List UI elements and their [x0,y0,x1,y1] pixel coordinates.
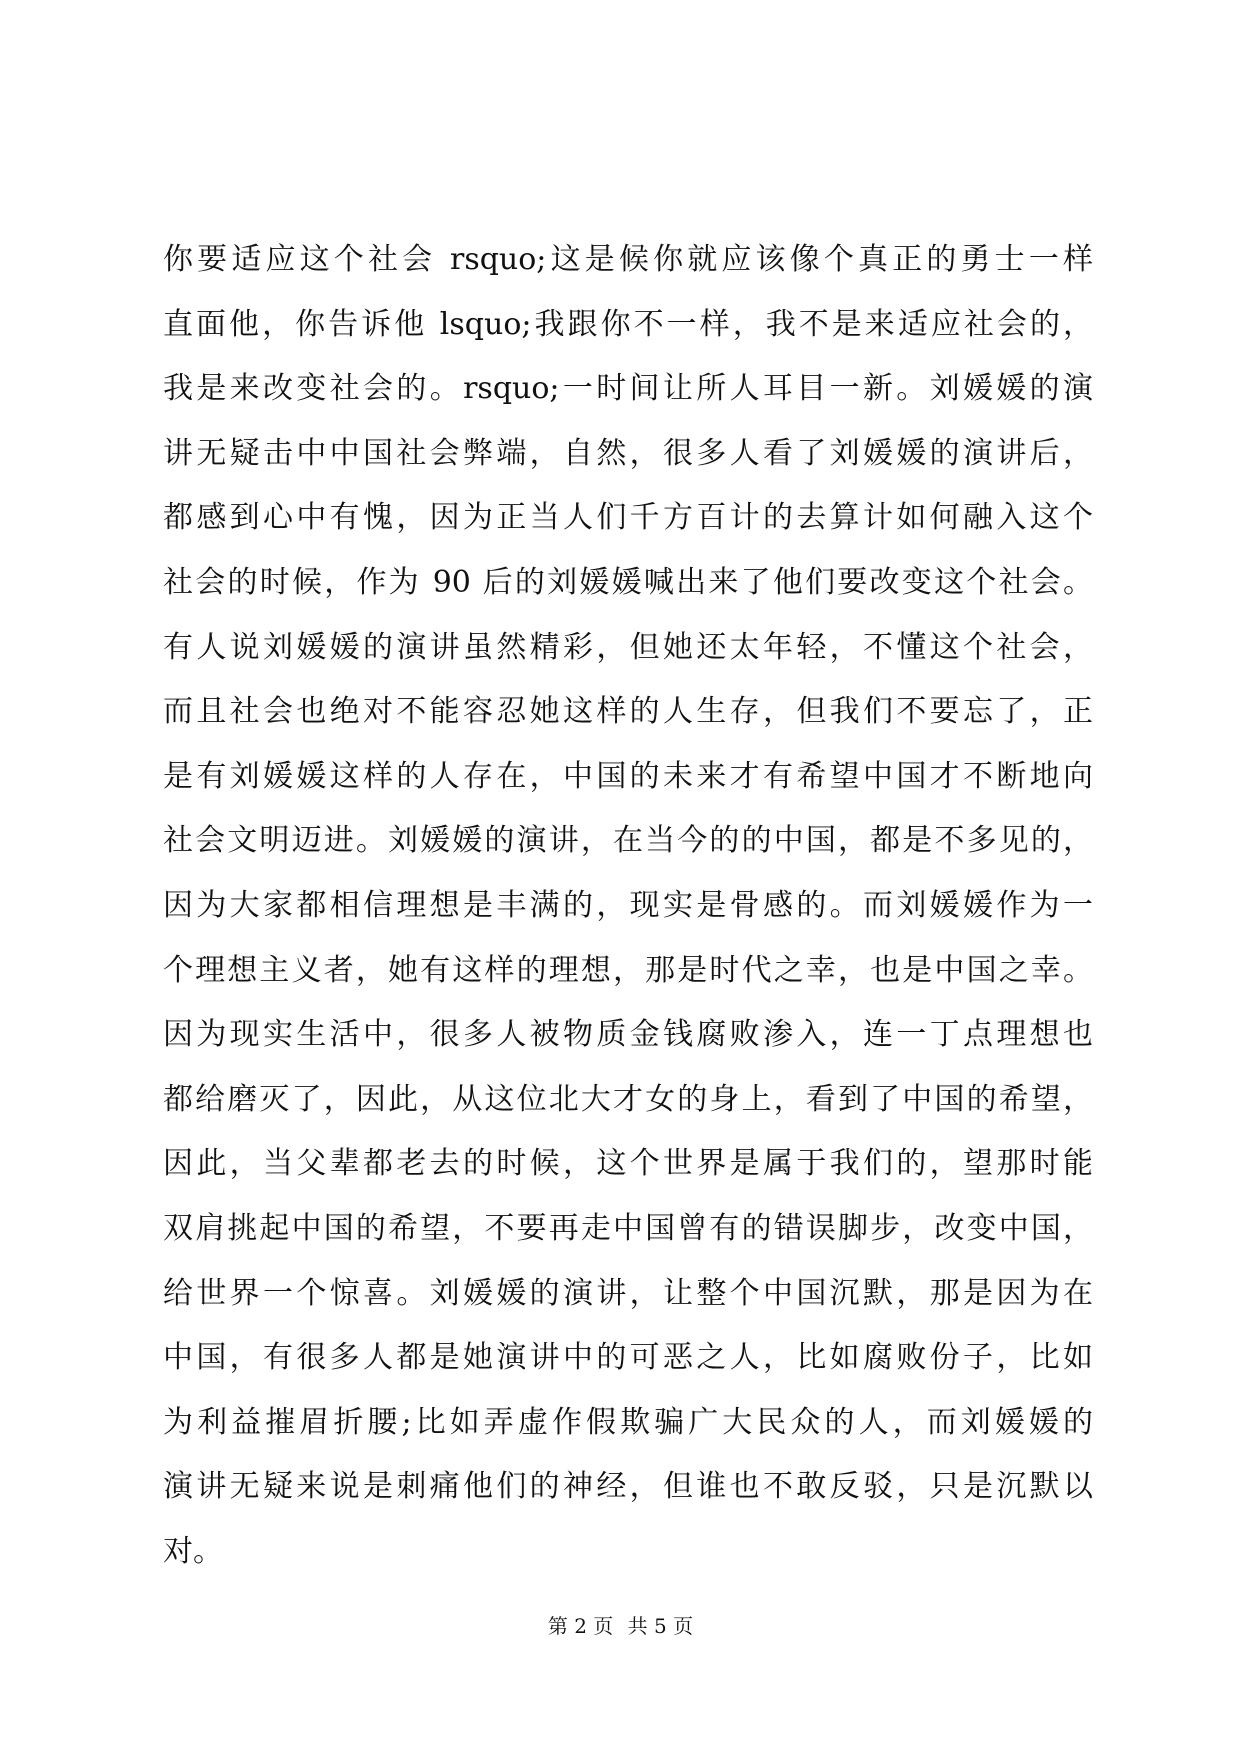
page-total: 共 5 页 [627,1614,694,1638]
text-line: 为利益摧眉折腰;比如弄虚作假欺骗广大民众的人，而刘媛媛的 [163,1404,1093,1440]
text-line: 因为大家都相信理想是丰满的，现实是骨感的。而刘媛媛作为一 [163,887,1093,923]
text-line: 我是来改变社会的。rsquo;一时间让所人耳目一新。刘媛媛的演 [163,371,1093,407]
text-line: 讲无疑击中中国社会弊端，自然，很多人看了刘媛媛的演讲后， [163,435,1093,471]
text-line: 直面他，你告诉他 lsquo;我跟你不一样，我不是来适应社会的， [163,306,1093,342]
text-line: 社会文明迈进。刘媛媛的演讲，在当今的的中国，都是不多见的， [163,823,1093,859]
text-line: 演讲无疑来说是刺痛他们的神经，但谁也不敢反驳，只是沉默以 [163,1469,1093,1505]
body-text [163,228,1093,1584]
text-line: 是有刘媛媛这样的人存在，中国的未来才有希望中国才不断地向 [163,758,1093,794]
text-line: 双肩挑起中国的希望，不要再走中国曾有的错误脚步，改变中国， [163,1210,1093,1246]
text-line: 因此，当父辈都老去的时候，这个世界是属于我们的，望那时能 [163,1146,1093,1182]
text-line: 有人说刘媛媛的演讲虽然精彩，但她还太年轻，不懂这个社会， [163,629,1093,665]
text-line: 对。 [163,1533,223,1569]
page-footer [0,1612,1241,1640]
text-line: 都给磨灭了，因此，从这位北大才女的身上，看到了中国的希望， [163,1081,1093,1117]
text-line: 你要适应这个社会 rsquo;这是候你就应该像个真正的勇士一样 [163,242,1093,277]
text-line: 给世界一个惊喜。刘媛媛的演讲，让整个中国沉默，那是因为在 [163,1275,1093,1311]
text-line: 社会的时候，作为 90 后的刘媛媛喊出来了他们要改变这个社会。 [163,564,1093,600]
text-line: 都感到心中有愧，因为正当人们千方百计的去算计如何融入这个 [163,500,1093,536]
text-line: 中国，有很多人都是她演讲中的可恶之人，比如腐败份子，比如 [163,1340,1093,1376]
text-line: 个理想主义者，她有这样的理想，那是时代之幸，也是中国之幸。 [163,952,1093,988]
page-number: 第 2 页 [547,1614,614,1638]
text-line: 因为现实生活中，很多人被物质金钱腐败渗入，连一丁点理想也 [163,1017,1093,1053]
text-line: 而且社会也绝对不能容忍她这样的人生存，但我们不要忘了，正 [163,694,1093,730]
